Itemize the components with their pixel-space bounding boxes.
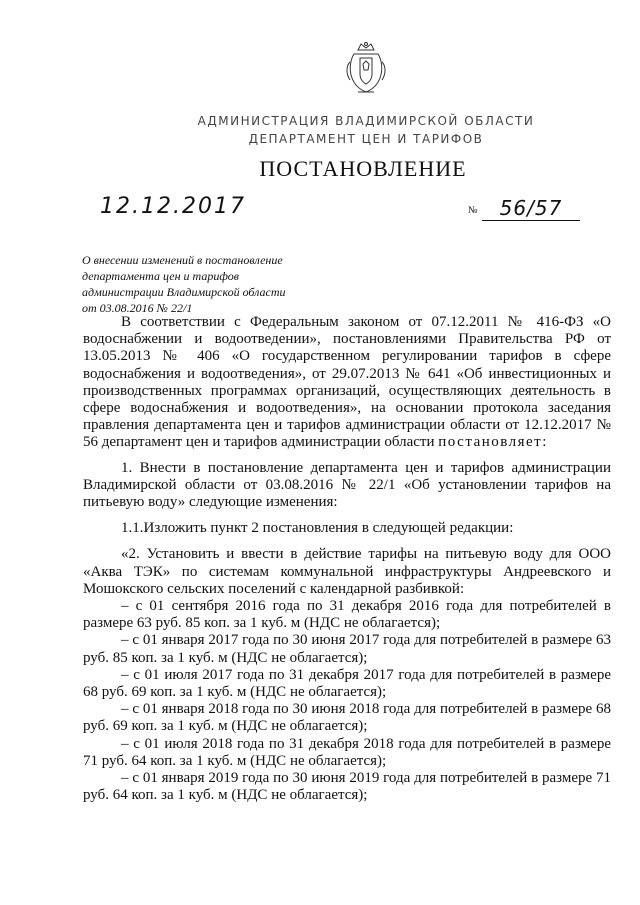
subject-line: администрации Владимирской области [82,285,286,299]
tariff-item: – с 01 июля 2017 года по 31 декабря 2017 года для потребителей в размере 68 руб. 69 коп. за 1 куб. м (НДС не облагается); [83,666,611,701]
resolves-word: постановляет: [438,434,548,451]
subject-line: О внесении изменений в постановление [82,253,283,267]
tariff-item: – с 01 июля 2018 года по 31 декабря 2018 года для потребителей в размере 71 руб. 64 коп. за 1 куб. м (НДС не облагается); [83,735,611,769]
document-body [83,314,611,804]
tariff-item: – с 01 января 2018 года по 30 июня 2018 года для потребителей в размере 68 руб. 69 коп. за 1 куб. м (НДС не облагается); [83,701,611,735]
item-1: 1. Внести в постановление департамента цен и тарифов администрации Владимирской области от 03.08.2016 № 22/1 «Об установлении тарифов на питьевую воду» следующие изменения: [83,459,611,511]
number-label: № [468,205,478,216]
item-2: «2. Установить и ввести в действие тарифы на питьевую воду для ООО «Аква ТЭК» по системам коммунальной инфраструктуры Андреевского и Мошокского сельских поселений с календарной разбивкой: [83,546,611,597]
subject-line: от 03.08.2016 № 22/1 [82,301,193,315]
subject-line: департамента цен и тарифов [82,269,239,283]
coat-of-arms-emblem [344,40,388,96]
document-date: 12.12.2017 [100,194,246,219]
document-title: ПОСТАНОВЛЕНИЕ [259,156,467,181]
subject-block [82,252,342,316]
tariff-item: – с 01 января 2017 года по 30 июня 2017 года для потребителей в размере 63 руб. 85 коп. за 1 куб. м (НДС не облагается); [83,632,611,666]
document-number: 56/57 [482,196,580,221]
header-department: ДЕПАРТАМЕНТ ЦЕН И ТАРИФОВ [248,132,484,146]
header-administration: АДМИНИСТРАЦИЯ ВЛАДИМИРСКОЙ ОБЛАСТИ [197,114,535,128]
tariff-item: – с 01 января 2019 года по 30 июня 2019 года для потребителей в размере 71 руб. 64 коп. за 1 куб. м (НДС не облагается); [83,770,611,804]
tariff-item: – с 01 сентября 2016 года по 31 декабря 2016 года для потребителей в размере 63 руб. 85 коп. за 1 куб. м (НДС не облагается); [83,598,611,632]
item-1-1: 1.1.Изложить пункт 2 постановления в следующей редакции: [121,520,514,537]
preamble-paragraph [83,314,611,452]
preamble-text: В соответствии с Федеральным законом от 07.12.2011 № 416-ФЗ «О водоснабжении и водоотведении», постановлениями Правительства РФ от 13.05.2013 № 406 «О государственном регулировании тарифов в сфере водоснабжения и водоотведения», от 29.07.2013 № 641 «Об инвестиционных и производственных программах организаций, осуществляющих деятельность в сфере водоснабжения и водоотведения», на основании протокола заседания правления департамента цен и тарифов администрации области от 12.12.2017 № 56 департамент цен и тарифов администрации области [83,314,611,451]
